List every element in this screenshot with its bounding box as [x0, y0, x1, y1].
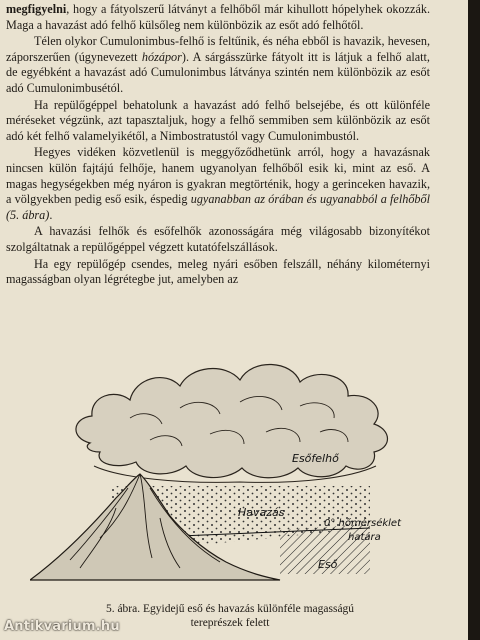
watermark-text: Antikvarium.hu [4, 619, 120, 634]
paragraph-5: A havazási felhők és esőfelhők azonosságára még világosabb bizonyítékot szolgáltatnak a repülőgéppel végzett kutatófelszállások. [6, 224, 430, 254]
caption-line-2: tereprészek felett [190, 617, 270, 629]
paragraph-2: Télen olykor Cumulonimbus-felhő is feltűnik, és néha ebből is havazik, hevesen, záporszerűen (úgynevezett hózápor). A sárgásszürke fátyolt itt is látjuk a felhő alatt, de egyébként a havazást adó Cumulonimbus látványa szintén nem különbözik az esőt adó Cumulonimbusétól. [6, 34, 430, 95]
figure-cloud-mountain [30, 348, 426, 588]
cloud-shape [76, 364, 388, 477]
label-freezing-level-2: határa [348, 532, 381, 543]
paragraph-3: Ha repülőgéppel behatolunk a havazást adó felhő belsejébe, és ott különféle méréseket végzünk, azt tapasztaljuk, hogy a felhő semmiben sem különbözik az esőt adó két felhő valamelyikétől, a Nimbostratustól vagy Cumulonimbustól. [6, 97, 430, 143]
label-cloud: Esőfelhő [292, 452, 339, 465]
paragraph-4: Hegyes vidéken közvetlenül is meggyőződhetünk arról, hogy a havazásnak nincsen külön fajtájú felhője, hanem ugyanolyan felhőből esik ki, mint az eső. A magas hegységekben még nyáron is gyakran megtörténik, hogy a gerinceken havazik, a völgyekben pedig eső esik, éspedig ugyanabban az órában és ugyanabból a felhőből (5. ábra). [6, 145, 430, 222]
caption-line-1: 5. ábra. Egyidejű eső és havazás különféle magasságú [105, 603, 355, 615]
label-rain: Eső [318, 558, 338, 571]
label-snow: Havazás [238, 506, 285, 519]
paragraph-1: megfigyelni, hogy a fátyolszerű látványt a felhőből már kihullott hópelyhek okozzák. Maga a havazást adó felhő külsőleg nem különbözik az esőt adó felhőtől. [6, 2, 430, 32]
body-text [6, 2, 430, 288]
paragraph-6: Ha egy repülőgép csendes, meleg nyári esőben felszáll, néhány kilométernyi magasságban olyan légrétegbe jut, amelyben az [6, 256, 430, 287]
label-freezing-level: 0° hőmérséklet [324, 518, 402, 529]
figure-illustration [30, 348, 426, 588]
